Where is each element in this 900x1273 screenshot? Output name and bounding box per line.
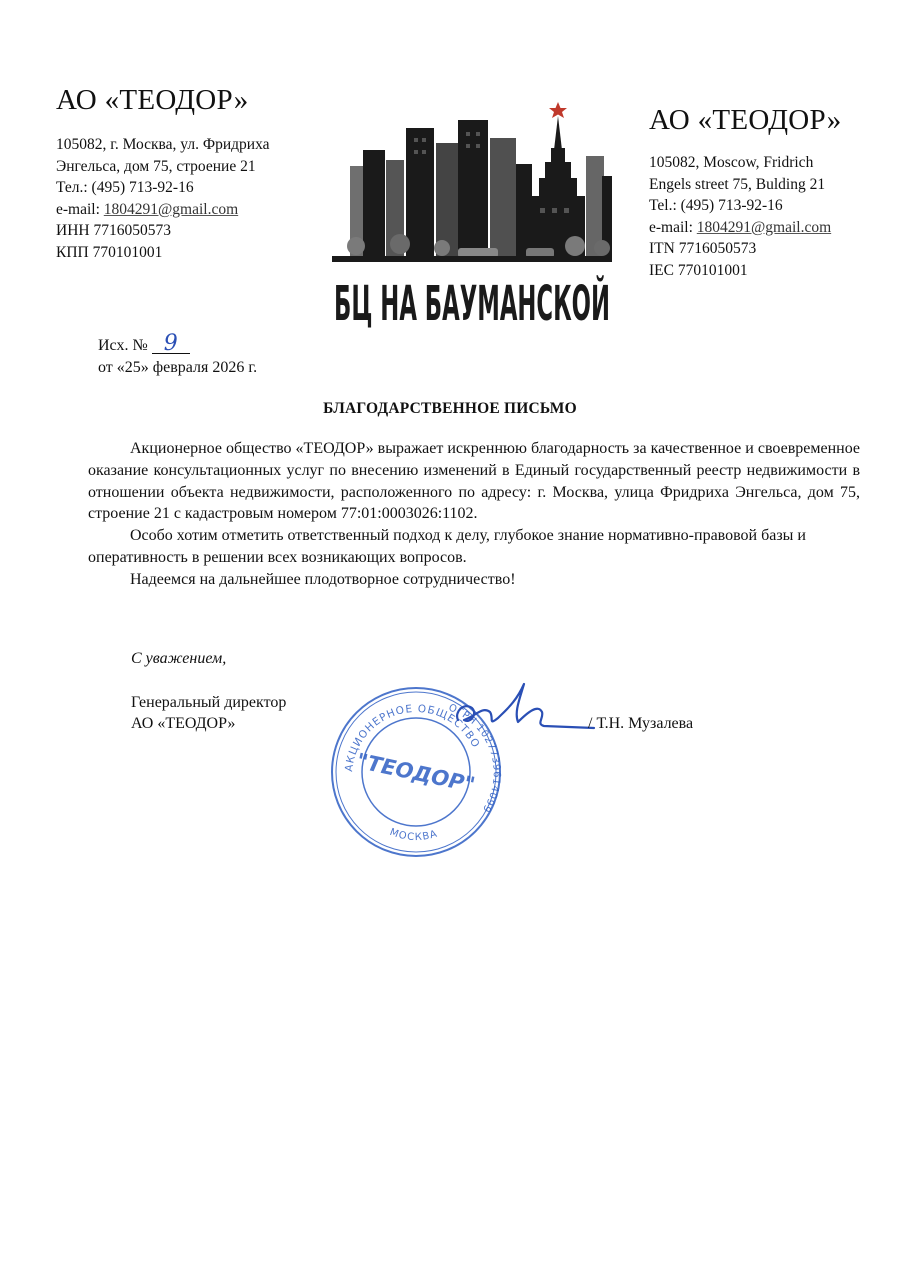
signature-icon xyxy=(446,672,596,742)
itn-line: ITN 7716050573 xyxy=(649,240,757,257)
email-label: e-mail: xyxy=(56,200,104,218)
outgoing-number-line xyxy=(98,331,257,357)
signer-position-line-2: АО «ТЕОДОР» xyxy=(131,715,236,732)
email-line xyxy=(56,199,270,221)
header-right xyxy=(649,104,842,281)
inn-line: ИНН 7716050573 xyxy=(56,222,171,239)
email-line-en xyxy=(649,217,842,239)
stamp-ogrn-text: ОГРН 1027739614099 xyxy=(446,702,502,815)
header-left xyxy=(56,84,270,263)
letter-paragraph-1: Акционерное общество «ТЕОДОР» выражает искреннюю благодарность за качественное и своевременное оказание консультационных услуг по внесению изменений в Единый государственный реестр недвижимости в отношении объекта недвижимости, расположенного по адресу: г. Москва, улица Фридриха Энгельса, дом 75, строение 21 с кадастровым номером 77:01:0003026:1102. xyxy=(88,440,860,523)
closing-phrase: С уважением, xyxy=(131,650,227,667)
stamp-bottom-text: МОСКВА xyxy=(388,826,440,844)
outgoing-number-label: Исх. № xyxy=(98,337,148,354)
letter-paragraph-3: Надеемся на дальнейшее плодотворное сотрудничество! xyxy=(130,570,516,588)
address-line-1: 105082, г. Москва, ул. Фридриха xyxy=(56,136,270,153)
stamp-center-text: "ТЕОДОР" xyxy=(354,748,478,798)
signer-position xyxy=(131,692,286,734)
signer-name: / Т.Н. Музалева xyxy=(588,715,694,732)
company-name-en: АО «ТЕОДОР» xyxy=(649,104,842,136)
outgoing-reference xyxy=(98,331,258,379)
email-link[interactable]: 1804291@gmail.com xyxy=(103,200,239,218)
handwritten-signature xyxy=(446,672,596,747)
email-label-en: e-mail: xyxy=(649,218,697,236)
letter-body xyxy=(88,438,860,591)
address-line-1-en: 105082, Moscow, Fridrich xyxy=(649,154,814,171)
signer-position-line-1: Генеральный директор xyxy=(131,694,287,711)
outgoing-date: от «25» февраля 2026 г. xyxy=(98,359,258,376)
letter-paragraph-2: Особо хотим отметить ответственный подход к делу, глубокое знание нормативно-правовой базы и оперативность в решении всех возникающих вопросов. xyxy=(88,527,806,566)
letter-title: БЛАГОДАРСТВЕННОЕ ПИСЬМО xyxy=(323,400,577,417)
phone-line-en: Tel.: (495) 713-92-16 xyxy=(649,197,783,214)
phone-line: Тел.: (495) 713-92-16 xyxy=(56,179,194,196)
outgoing-number: 9 xyxy=(152,335,190,354)
svg-text:МОСКВА xyxy=(388,827,439,843)
stamp-outer-text: АКЦИОНЕРНОЕ ОБЩЕСТВО xyxy=(343,702,483,773)
email-link-en[interactable]: 1804291@gmail.com xyxy=(696,218,832,236)
logo-text: БЦ НА БАУМАНСКОЙ xyxy=(334,275,893,333)
address-line-2-en: Engels street 75, Bulding 21 xyxy=(649,175,826,193)
address-line-2: Энгельса, дом 75, строение 21 xyxy=(56,157,256,175)
kpp-line: КПП 770101001 xyxy=(56,243,163,261)
company-name-ru: АО «ТЕОДОР» xyxy=(56,84,249,116)
iec-line: IEC 770101001 xyxy=(649,261,748,279)
